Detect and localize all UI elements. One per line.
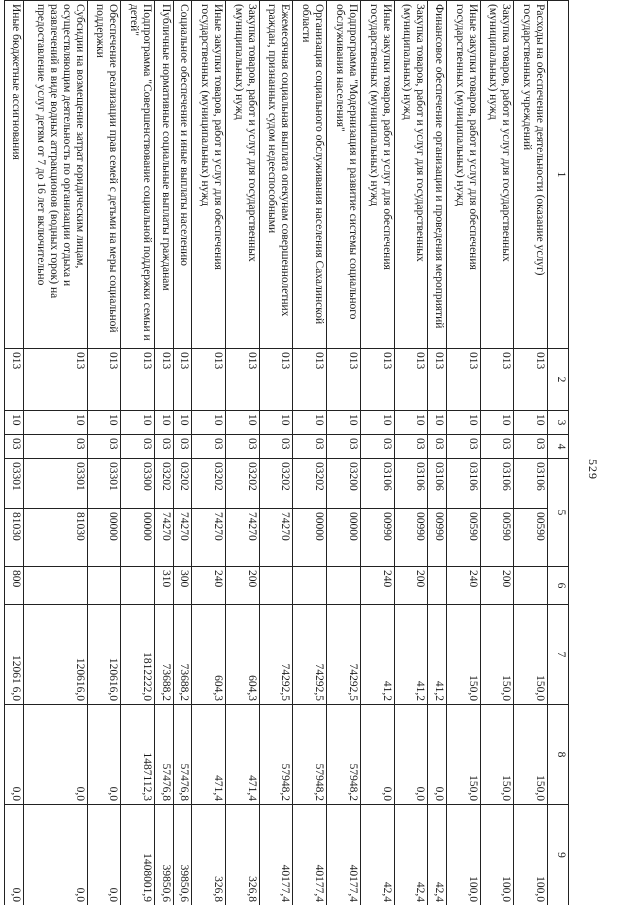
row-description: Закупка товаров, работ и услуг для государственных (муниципальных) нужд — [394, 1, 428, 349]
table-row — [293, 1, 327, 905]
row-description: Финансовое обеспечение организации и проведения мероприятий — [428, 1, 447, 349]
row-description: Субсидии на возмещение затрат юридическим лицам, осуществляющим деятельность по организации отдыха и развлечений в виде водных аттракционов (водных горок) на предоставление услуг детям от 7 до 16 лет включительно — [23, 1, 87, 349]
row-description: Иные бюджетные ассигнования — [5, 1, 24, 349]
row-description: Ежемесячная социальная выплата опекунам совершеннолетних граждан, признанных судом недееспособными — [259, 1, 293, 349]
col-header-4: 4 — [548, 435, 569, 459]
row-section: 10 — [428, 411, 447, 435]
row-amount-col7: 150,0 — [514, 605, 548, 705]
row-amount-col8: 57948,2 — [293, 705, 327, 805]
row-subsection: 03 — [155, 435, 174, 459]
table-row — [5, 1, 24, 905]
row-subsection: 03 — [327, 435, 361, 459]
row-admin-code: 013 — [87, 349, 121, 411]
row-expense-type: 200 — [394, 567, 428, 605]
row-admin-code: 013 — [360, 349, 394, 411]
row-admin-code: 013 — [121, 349, 155, 411]
row-amount-col8: 0,0 — [360, 705, 394, 805]
row-amount-col7: 120616,0 — [23, 605, 87, 705]
table-row — [394, 1, 428, 905]
row-admin-code: 013 — [293, 349, 327, 411]
row-subsection: 03 — [225, 435, 259, 459]
row-amount-col8: 1487112,3 — [121, 705, 155, 805]
row-section: 10 — [192, 411, 226, 435]
table-row — [480, 1, 514, 905]
row-amount-col8: 0,0 — [5, 705, 24, 805]
row-amount-col7: 41,2 — [360, 605, 394, 705]
row-program-code: 03202 — [192, 459, 226, 509]
row-section: 10 — [446, 411, 480, 435]
row-section: 10 — [225, 411, 259, 435]
col-header-8: 8 — [548, 705, 569, 805]
row-description: Подпрограмма "Модернизация и развитие системы социального обслуживания населения" — [327, 1, 361, 349]
row-description: Закупка товаров, работ и услуг для государственных (муниципальных) нужд — [225, 1, 259, 349]
row-section: 10 — [360, 411, 394, 435]
row-amount-col8: 471,4 — [192, 705, 226, 805]
row-amount-col7: 604,3 — [192, 605, 226, 705]
row-section: 10 — [23, 411, 87, 435]
row-expense-type — [87, 567, 121, 605]
col-header-6: 6 — [548, 567, 569, 605]
row-subsection: 03 — [23, 435, 87, 459]
table-row — [23, 1, 87, 905]
col-header-5: 5 — [548, 459, 569, 567]
rotated-table-wrapper — [4, 0, 569, 905]
table-row — [327, 1, 361, 905]
row-admin-code: 013 — [225, 349, 259, 411]
row-amount-col9: 42,4 — [428, 805, 447, 905]
row-expense-type — [428, 567, 447, 605]
row-subsection: 03 — [293, 435, 327, 459]
row-amount-col7: 74292,5 — [259, 605, 293, 705]
row-description: Закупка товаров, работ и услуг для государственных (муниципальных) нужд — [480, 1, 514, 349]
row-admin-code: 013 — [192, 349, 226, 411]
row-amount-col9: 326,8 — [192, 805, 226, 905]
row-subsection: 03 — [5, 435, 24, 459]
row-amount-col9: 42,4 — [394, 805, 428, 905]
row-section: 10 — [480, 411, 514, 435]
row-subsection: 03 — [360, 435, 394, 459]
row-amount-col9: 100,0 — [446, 805, 480, 905]
page-number: 529 — [586, 459, 600, 480]
row-program-code: 03200 — [327, 459, 361, 509]
row-program-code: 03300 — [121, 459, 155, 509]
row-program-code: 03301 — [5, 459, 24, 509]
table-row — [192, 1, 226, 905]
row-program-code: 03202 — [173, 459, 192, 509]
row-section: 10 — [327, 411, 361, 435]
row-description: Социальное обеспечение и иные выплаты населению — [173, 1, 192, 349]
row-expense-type: 200 — [225, 567, 259, 605]
row-expense-type — [121, 567, 155, 605]
row-amount-col9: 39850,6 — [173, 805, 192, 905]
table-row — [514, 1, 548, 905]
row-direction-code: 74270 — [155, 509, 174, 567]
col-header-9: 9 — [548, 805, 569, 905]
col-header-7: 7 — [548, 605, 569, 705]
row-amount-col7: 74292,5 — [327, 605, 361, 705]
row-subsection: 03 — [259, 435, 293, 459]
row-amount-col7: 41,2 — [428, 605, 447, 705]
row-expense-type: 240 — [446, 567, 480, 605]
row-amount-col8: 57948,2 — [327, 705, 361, 805]
row-program-code: 03202 — [225, 459, 259, 509]
row-amount-col8: 0,0 — [394, 705, 428, 805]
row-section: 10 — [394, 411, 428, 435]
row-program-code: 03301 — [87, 459, 121, 509]
row-admin-code: 013 — [446, 349, 480, 411]
row-expense-type: 800 — [5, 567, 24, 605]
table-row — [173, 1, 192, 905]
row-amount-col9: 0,0 — [87, 805, 121, 905]
row-subsection: 03 — [514, 435, 548, 459]
table-row — [259, 1, 293, 905]
row-amount-col8: 57476,8 — [173, 705, 192, 805]
row-admin-code: 013 — [514, 349, 548, 411]
row-amount-col8: 150,0 — [480, 705, 514, 805]
row-program-code: 03202 — [259, 459, 293, 509]
row-amount-col9: 40177,4 — [259, 805, 293, 905]
row-section: 10 — [259, 411, 293, 435]
row-description: Подпрограмма "Совершенствование социальной поддержки семьи и детей" — [121, 1, 155, 349]
row-amount-col8: 0,0 — [87, 705, 121, 805]
table-row — [360, 1, 394, 905]
row-program-code: 03202 — [293, 459, 327, 509]
row-amount-col8: 0,0 — [23, 705, 87, 805]
row-program-code: 03106 — [446, 459, 480, 509]
row-amount-col9: 326,8 — [225, 805, 259, 905]
scanned-page — [4, 0, 569, 905]
row-amount-col9: 39850,6 — [155, 805, 174, 905]
row-section: 10 — [5, 411, 24, 435]
row-direction-code: 00000 — [327, 509, 361, 567]
table-row — [87, 1, 121, 905]
row-program-code: 03202 — [155, 459, 174, 509]
row-description: Организация социального обслуживания населения Сахалинской области — [293, 1, 327, 349]
row-amount-col8: 471,4 — [225, 705, 259, 805]
row-section: 10 — [293, 411, 327, 435]
row-expense-type: 200 — [480, 567, 514, 605]
row-program-code: 03106 — [428, 459, 447, 509]
row-amount-col8: 0,0 — [428, 705, 447, 805]
table-row — [121, 1, 155, 905]
row-amount-col8: 57476,8 — [155, 705, 174, 805]
row-description: Иные закупки товаров, работ и услуг для обеспечения государственных (муниципальных) нужд — [360, 1, 394, 349]
row-expense-type — [293, 567, 327, 605]
row-section: 10 — [121, 411, 155, 435]
row-amount-col9: 100,0 — [514, 805, 548, 905]
row-subsection: 03 — [394, 435, 428, 459]
row-amount-col7: 604,3 — [225, 605, 259, 705]
row-expense-type — [327, 567, 361, 605]
row-direction-code: 00590 — [480, 509, 514, 567]
row-amount-col9: 100,0 — [480, 805, 514, 905]
row-amount-col9: 40177,4 — [293, 805, 327, 905]
row-subsection: 03 — [121, 435, 155, 459]
row-program-code: 03301 — [23, 459, 87, 509]
row-direction-code: 00000 — [293, 509, 327, 567]
row-amount-col8: 150,0 — [446, 705, 480, 805]
row-subsection: 03 — [173, 435, 192, 459]
row-amount-col7: 41,2 — [394, 605, 428, 705]
row-subsection: 03 — [428, 435, 447, 459]
row-admin-code: 013 — [155, 349, 174, 411]
row-description: Иные закупки товаров, работ и услуг для обеспечения государственных (муниципальных) нужд — [446, 1, 480, 349]
row-direction-code: 81030 — [23, 509, 87, 567]
row-direction-code: 00590 — [514, 509, 548, 567]
row-expense-type — [259, 567, 293, 605]
row-amount-col8: 150,0 — [514, 705, 548, 805]
row-amount-col7: 12061 6,0 — [5, 605, 24, 705]
col-header-1: 1 — [548, 1, 569, 349]
row-admin-code: 013 — [259, 349, 293, 411]
row-direction-code: 00990 — [360, 509, 394, 567]
table-row — [225, 1, 259, 905]
col-header-3: 3 — [548, 411, 569, 435]
row-program-code: 03106 — [480, 459, 514, 509]
row-subsection: 03 — [87, 435, 121, 459]
row-direction-code: 74270 — [225, 509, 259, 567]
row-direction-code: 74270 — [192, 509, 226, 567]
row-amount-col9: 42,4 — [360, 805, 394, 905]
header-row — [548, 1, 569, 905]
budget-table — [4, 0, 569, 905]
table-row — [446, 1, 480, 905]
row-direction-code: 74270 — [173, 509, 192, 567]
row-amount-col7: 73688,2 — [155, 605, 174, 705]
col-header-2: 2 — [548, 349, 569, 411]
row-amount-col7: 150,0 — [480, 605, 514, 705]
row-description: Публичные нормативные социальные выплаты гражданам — [155, 1, 174, 349]
row-expense-type — [514, 567, 548, 605]
row-amount-col9: 0,0 — [5, 805, 24, 905]
row-program-code: 03106 — [360, 459, 394, 509]
row-expense-type: 310 — [155, 567, 174, 605]
row-direction-code: 00000 — [87, 509, 121, 567]
row-admin-code: 013 — [173, 349, 192, 411]
row-expense-type: 240 — [192, 567, 226, 605]
row-section: 10 — [514, 411, 548, 435]
row-direction-code: 00590 — [446, 509, 480, 567]
row-description: Расходы на обеспечение деятельности (оказание услуг) государственных учреждений — [514, 1, 548, 349]
row-amount-col9: 0,0 — [23, 805, 87, 905]
row-amount-col7: 150,0 — [446, 605, 480, 705]
row-section: 10 — [87, 411, 121, 435]
row-direction-code: 00990 — [394, 509, 428, 567]
row-amount-col9: 40177,4 — [327, 805, 361, 905]
row-admin-code: 013 — [327, 349, 361, 411]
table-row — [428, 1, 447, 905]
row-amount-col7: 1812222,0 — [121, 605, 155, 705]
row-description: Иные закупки товаров, работ и услуг для обеспечения государственных (муниципальных) нужд — [192, 1, 226, 349]
row-subsection: 03 — [192, 435, 226, 459]
row-expense-type: 300 — [173, 567, 192, 605]
row-program-code: 03106 — [394, 459, 428, 509]
row-section: 10 — [155, 411, 174, 435]
row-direction-code: 00990 — [428, 509, 447, 567]
row-program-code: 03106 — [514, 459, 548, 509]
table-row — [155, 1, 174, 905]
row-admin-code: 013 — [5, 349, 24, 411]
row-expense-type: 240 — [360, 567, 394, 605]
row-direction-code: 00000 — [121, 509, 155, 567]
row-amount-col7: 120616,0 — [87, 605, 121, 705]
row-amount-col9: 1408001,9 — [121, 805, 155, 905]
row-subsection: 03 — [480, 435, 514, 459]
row-admin-code: 013 — [23, 349, 87, 411]
row-direction-code: 74270 — [259, 509, 293, 567]
row-section: 10 — [173, 411, 192, 435]
row-description: Обеспечение реализации прав семей с детьми на меры социальной поддержки — [87, 1, 121, 349]
row-expense-type — [23, 567, 87, 605]
row-subsection: 03 — [446, 435, 480, 459]
row-admin-code: 013 — [394, 349, 428, 411]
row-amount-col7: 73688,2 — [173, 605, 192, 705]
row-admin-code: 013 — [428, 349, 447, 411]
row-amount-col7: 74292,5 — [293, 605, 327, 705]
row-amount-col8: 57948,2 — [259, 705, 293, 805]
row-direction-code: 81030 — [5, 509, 24, 567]
table-body — [5, 1, 548, 905]
row-admin-code: 013 — [480, 349, 514, 411]
